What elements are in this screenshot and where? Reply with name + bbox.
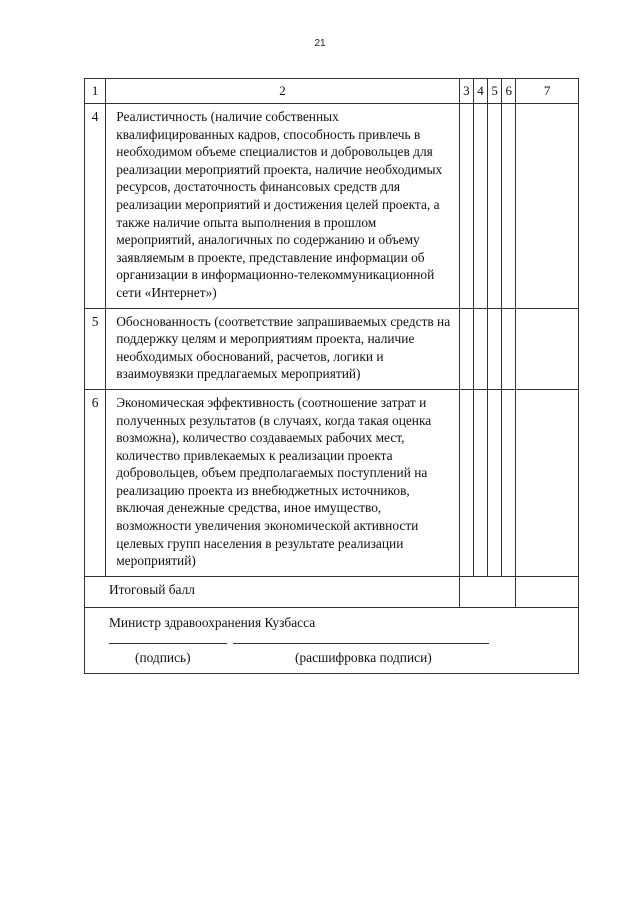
total-score-cell bbox=[516, 576, 579, 607]
score-cell bbox=[502, 389, 516, 576]
criterion-text: Реалистичность (наличие собственных квалифицированных кадров, способность привлечь в необходимом объеме специалистов и добровольцев для реализации мероприятий проекта, наличие необходимых ресурсов, достаточность финансовых средств для реализации мероприятий и достижения целей проекта, а также наличие опыта выполнения в прошлом мероприятий, аналогичных по содержанию и объему заявляемым в проекте, представление информации об организации в информационно-телекоммуникационной сети «Интернет») bbox=[106, 104, 460, 309]
total-score-label: Итоговый балл bbox=[85, 576, 460, 607]
header-cell-4: 4 bbox=[473, 79, 487, 104]
table-row bbox=[85, 104, 579, 309]
score-cell bbox=[459, 104, 473, 309]
signature-captions bbox=[109, 647, 574, 665]
header-cell-3: 3 bbox=[459, 79, 473, 104]
score-cell bbox=[473, 389, 487, 576]
score-cell bbox=[516, 104, 579, 309]
score-cell bbox=[502, 104, 516, 309]
signature-decoding-line bbox=[233, 643, 489, 644]
score-cell bbox=[488, 308, 502, 389]
header-cell-6: 6 bbox=[502, 79, 516, 104]
signature-lines bbox=[109, 635, 574, 647]
decoding-caption: (расшифровка подписи) bbox=[295, 650, 432, 666]
score-cell bbox=[516, 308, 579, 389]
header-cell-2: 2 bbox=[106, 79, 460, 104]
criterion-text: Обоснованность (соответствие запрашиваемых средств на поддержку целям и мероприятиям проекта, наличие необходимых обоснований, расчетов, логики и взаимоувязки предлагаемых мероприятий) bbox=[106, 308, 460, 389]
total-row bbox=[85, 576, 579, 607]
score-cell bbox=[459, 308, 473, 389]
score-cell bbox=[488, 389, 502, 576]
score-cell bbox=[459, 389, 473, 576]
table-row bbox=[85, 389, 579, 576]
score-cell bbox=[502, 308, 516, 389]
header-cell-1: 1 bbox=[85, 79, 106, 104]
score-cell bbox=[473, 104, 487, 309]
criterion-text: Экономическая эффективность (соотношение затрат и полученных результатов (в случаях, когда такая оценка возможна), количество создаваемых рабочих мест, количество привлекаемых к реализации проекта добровольцев, объем предполагаемых поступлений на реализацию проекта из внебюджетных источников, включая денежные средства, иное имущество, возможности увеличения экономической активности целевых групп населения в результате реализации мероприятий) bbox=[106, 389, 460, 576]
score-cell bbox=[516, 389, 579, 576]
score-cell bbox=[488, 104, 502, 309]
signatory-title: Министр здравоохранения Кузбасса bbox=[109, 614, 316, 630]
signature-caption: (подпись) bbox=[135, 650, 191, 666]
signature-line bbox=[109, 643, 227, 644]
row-number: 6 bbox=[85, 389, 106, 576]
page-number: 21 bbox=[314, 38, 326, 49]
table-header-row bbox=[85, 79, 579, 104]
table-row bbox=[85, 308, 579, 389]
header-cell-7: 7 bbox=[516, 79, 579, 104]
header-cell-5: 5 bbox=[488, 79, 502, 104]
score-cell bbox=[473, 308, 487, 389]
signature-row bbox=[85, 607, 579, 674]
row-number: 5 bbox=[85, 308, 106, 389]
total-score-cell bbox=[459, 576, 516, 607]
signature-block bbox=[85, 607, 579, 674]
row-number: 4 bbox=[85, 104, 106, 309]
evaluation-table bbox=[84, 78, 579, 674]
